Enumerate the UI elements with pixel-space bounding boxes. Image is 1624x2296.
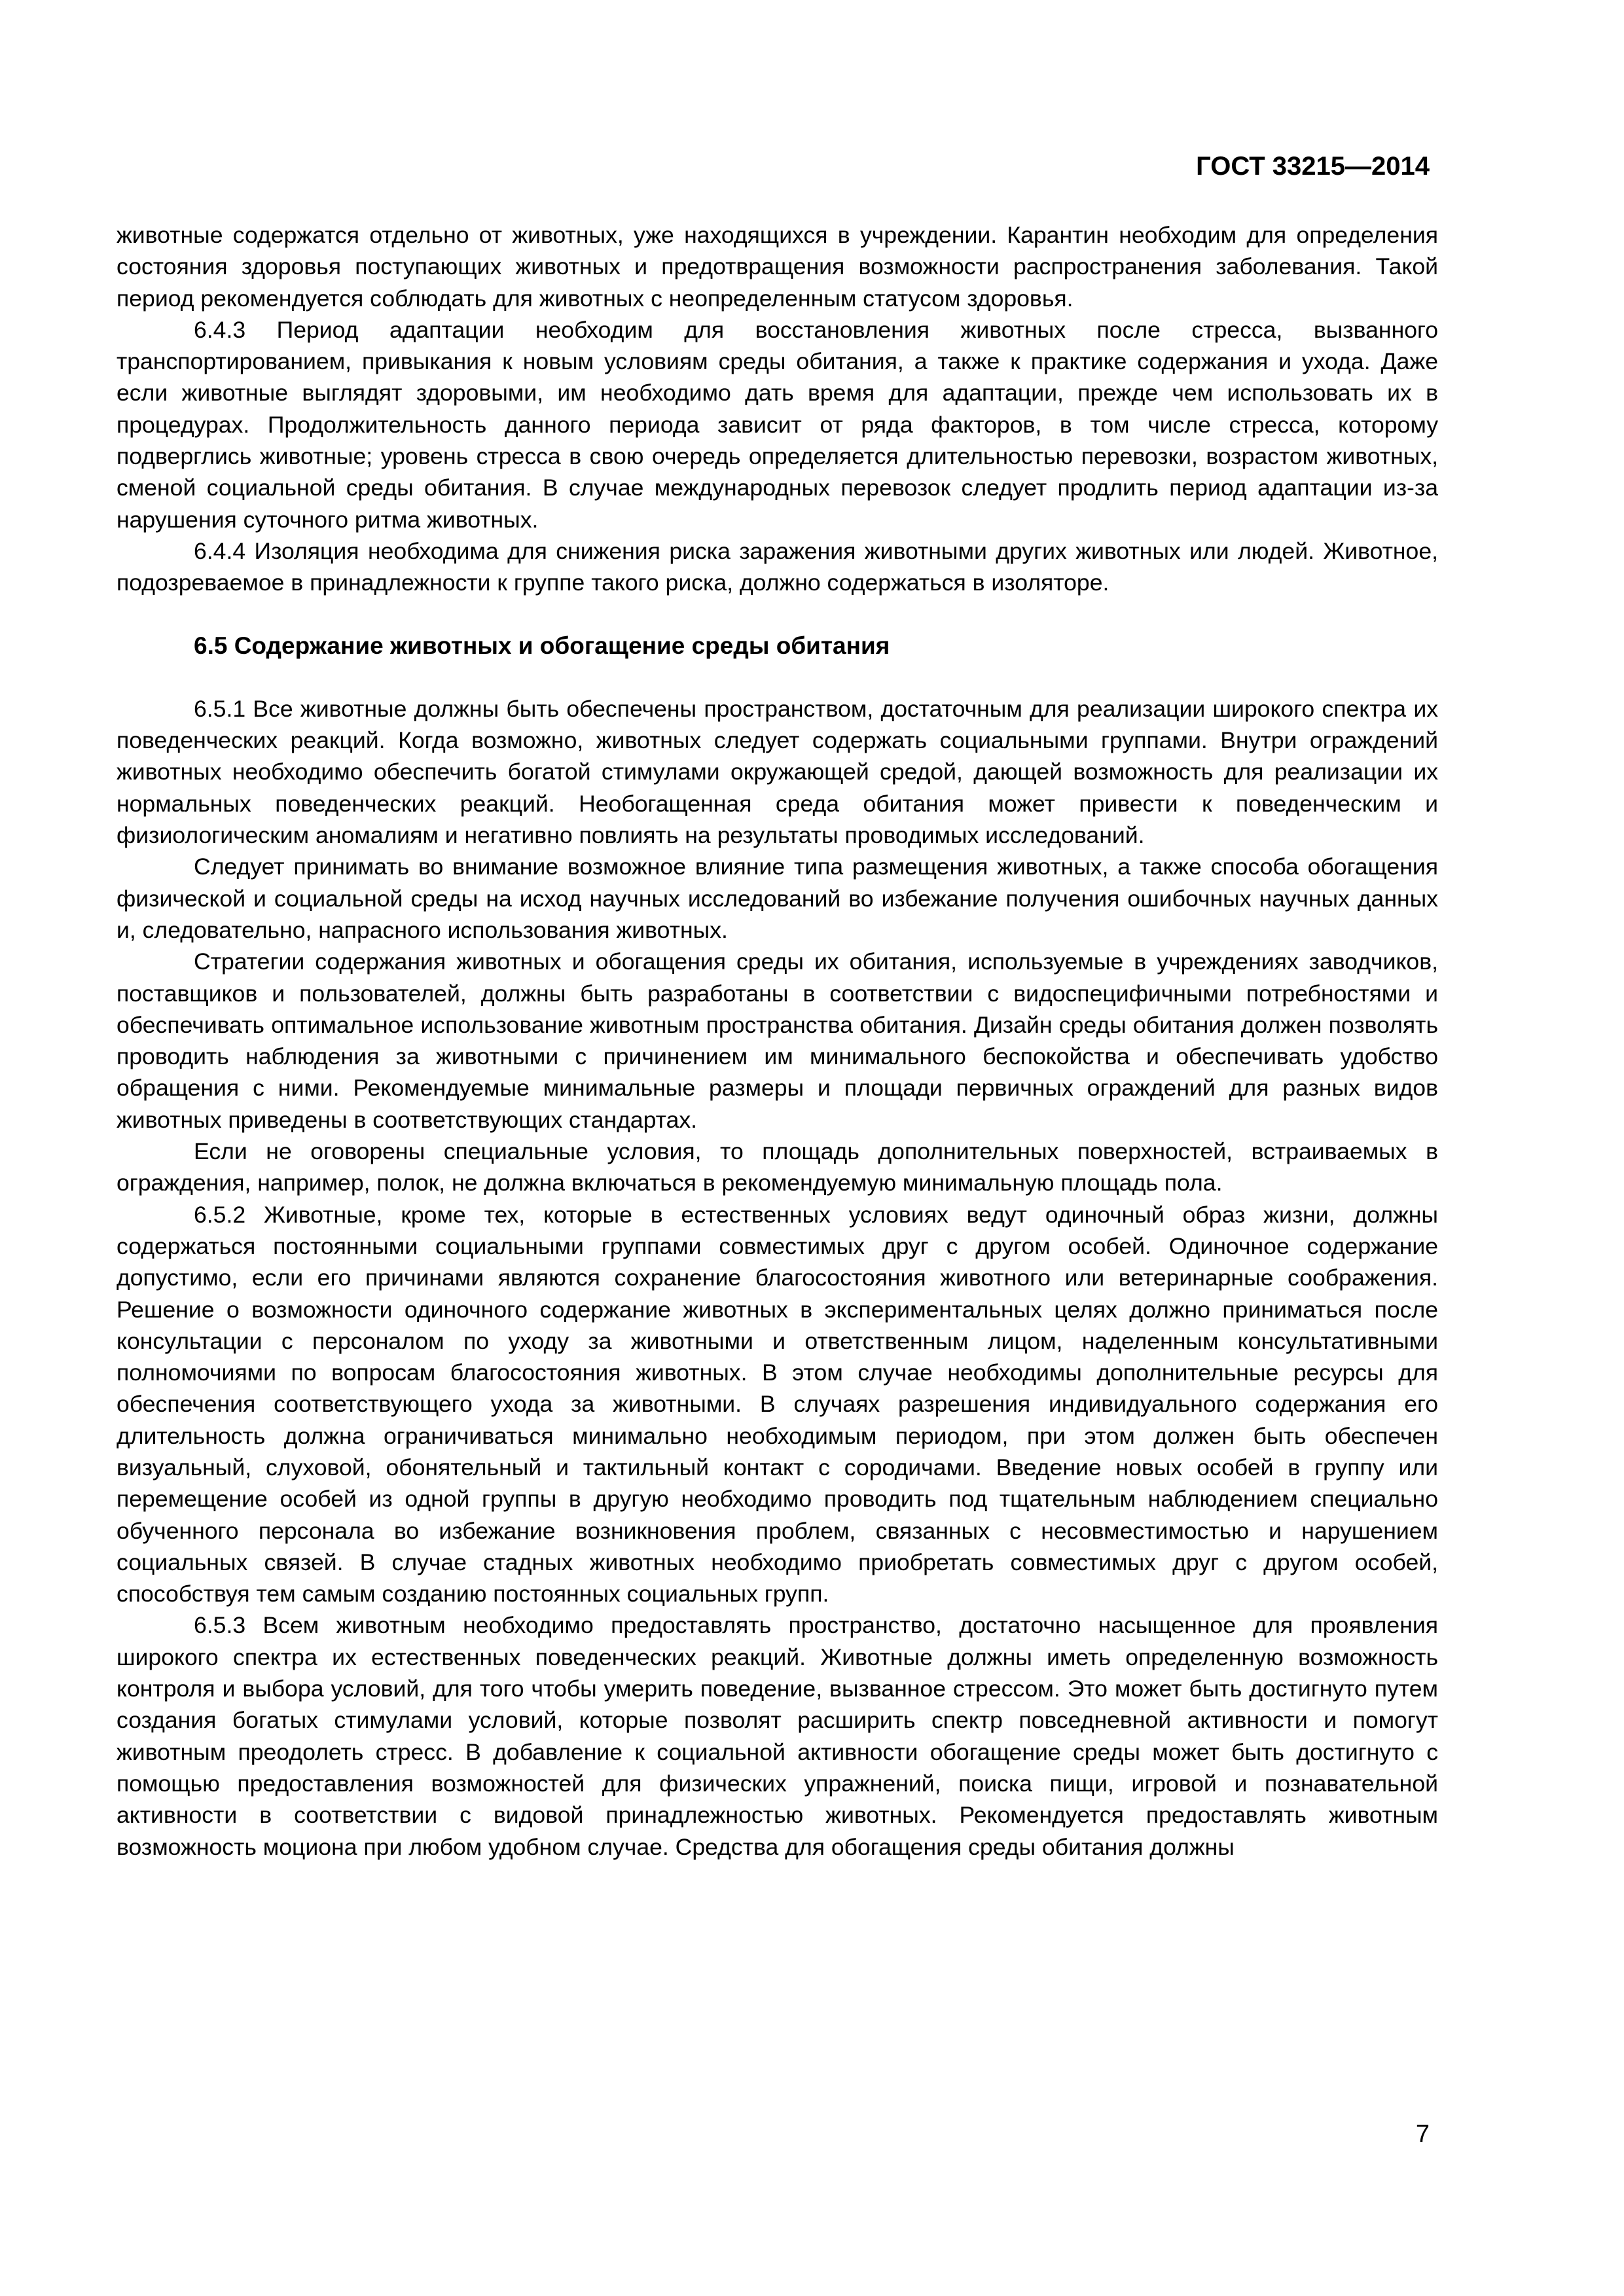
paragraph-strategies: Стратегии содержания животных и обогащения среды их обитания, используемые в учреждениях заводчиков, поставщиков и пользователей, должны быть разработаны в соответствии с видоспецифичными потребностями и обеспечивать оптимальное использование животным пространства обитания. Дизайн среды обитания должен позволять проводить наблюдения за животными с причинением им минимального беспокойства и обеспечивать удобство обращения с ними. Рекомендуемые минимальные размеры и площади первичных ограждений для разных видов животных приведены в соответствующих стандартах. xyxy=(117,948,1438,1133)
paragraph-quarantine-continued: животные содержатся отдельно от животных, уже находящихся в учреждении. Карантин необходим для определения состояния здоровья поступающих животных и предотвращения возможности распространения заболевания. Такой период рекомендуется соблюдать для животных с неопределенным статусом здоровья. xyxy=(117,222,1438,312)
paragraph-6-4-3: 6.4.3 Период адаптации необходим для восстановления животных после стресса, вызванного транспортированием, привыкания к новым условиям среды обитания, а также к практике содержания и ухода. Даже если животные выглядят здоровыми, им необходимо дать время для адаптации, прежде чем использовать их в процедурах. Продолжительность данного периода зависит от ряда факторов, в том числе стресса, которому подверглись животные; уровень стресса в свою очередь определяется длительностью перевозки, возрастом животных, сменой социальной среды обитания. В случае международных перевозок следует продлить период адаптации из-за нарушения суточного ритма животных. xyxy=(117,316,1438,533)
paragraph-6-5-3: 6.5.3 Всем животным необходимо предоставлять пространство, достаточно насыщенное для проявления широкого спектра их естественных поведенческих реакций. Животные должны иметь определенную возможность контроля и выбора условий, для того чтобы умерить поведение, вызванное стрессом. Это может быть достигнуто путем создания богатых стимулами условий, которые позволят расширить спектр повседневной активности и помогут животным преодолеть стресс. В добавление к социальной активности обогащение среды может быть достигнуто с помощью предоставления возможностей для физических упражнений, поиска пищи, игровой и познавательной активности в соответствии с видовой принадлежностью животных. Рекомендуется предоставлять животным возможность моциона при любом удобном случае. Средства для обогащения среды обитания должны xyxy=(117,1612,1438,1860)
paragraph-shelves-area: Если не оговорены специальные условия, то площадь дополнительных поверхностей, встраиваемых в ограждения, например, полок, не должна включаться в рекомендуемую минимальную площадь пола. xyxy=(117,1138,1438,1196)
paragraph-placement-influence: Следует принимать во внимание возможное влияние типа размещения животных, а также способа обогащения физической и социальной среды на исход научных исследований во избежание получения ошибочных научных данных и, следовательно, напрасного использования животных. xyxy=(117,853,1438,943)
standard-designation: ГОСТ 33215—2014 xyxy=(1196,152,1430,181)
section-heading-6-5: 6.5 Содержание животных и обогащение среды обитания xyxy=(194,632,890,659)
paragraph-6-5-2: 6.5.2 Животные, кроме тех, которые в естественных условиях ведут одиночный образ жизни, должны содержаться постоянными социальными группами совместимых друг с другом особей. Одиночное содержание допустимо, если его причинами являются сохранение благосостояния животного или ветеринарные соображения. Решение о возможности одиночного содержание животных в экспериментальных целях должно приниматься после консультации с персоналом по уходу за животными и ответственным лицом, наделенным консультативными полномочиями по вопросам благосостояния животных. В этом случае необходимы дополнительные ресурсы для обеспечения соответствующего ухода за животными. В случаях разрешения индивидуального содержания его длительность должна ограничиваться минимально необходимым периодом, при этом должен быть обеспечен визуальный, слуховой, обонятельный и тактильный контакт с сородичами. Введение новых особей в группу или перемещение особей из одной группы в другую необходимо проводить под тщательным наблюдением специально обученного персонала во избежание возникновения проблем, связанных с несовместимостью и нарушением социальных связей. В случае стадных животных необходимо приобретать совместимых друг с другом особей, способствуя тем самым созданию постоянных социальных групп. xyxy=(117,1201,1438,1607)
paragraph-6-5-1: 6.5.1 Все животные должны быть обеспечены пространством, достаточным для реализации широкого спектра их поведенческих реакций. Когда возможно, животных следует содержать социальными группами. Внутри ограждений животных необходимо обеспечить богатой стимулами окружающей средой, дающей возможность для реализации их нормальных поведенческих реакций. Необогащенная среда обитания может привести к поведенческим и физиологическим аномалиям и негативно повлиять на результаты проводимых исследований. xyxy=(117,695,1438,849)
paragraph-6-4-4: 6.4.4 Изоляция необходима для снижения риска заражения животными других животных или людей. Животное, подозреваемое в принадлежности к группе такого риска, должно содержаться в изоляторе. xyxy=(117,537,1438,596)
page-number: 7 xyxy=(1415,2121,1430,2148)
body-text xyxy=(117,219,1438,1863)
